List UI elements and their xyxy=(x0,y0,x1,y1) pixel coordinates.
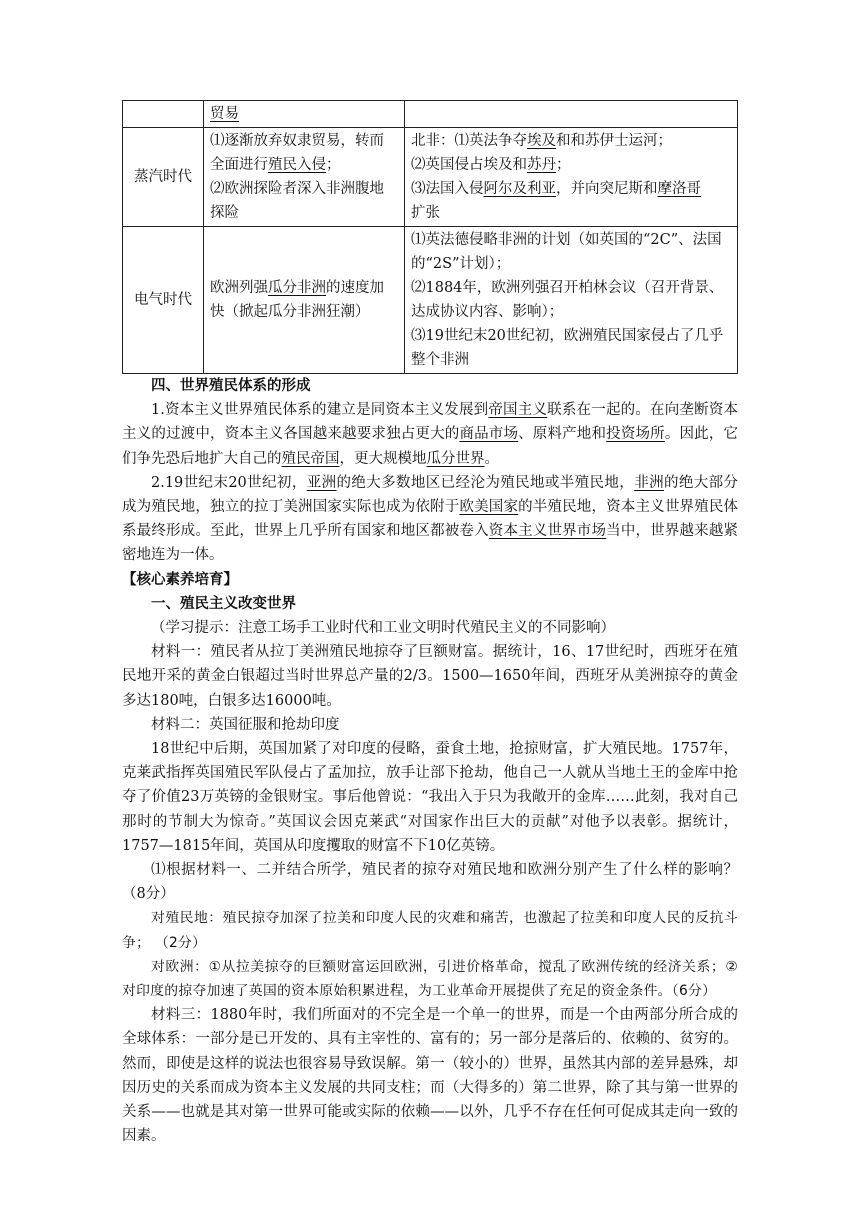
paragraph: 1.资本主义世界殖民体系的建立是同资本主义发展到帝国主义联系在一起的。在向垄断资本主义的过渡中，资本主义各国越来越要求独占更大的商品市场、原料产地和投资场所。因此，它们争先恐后地扩大自己的殖民帝国，更大规模地瓜分世界。 xyxy=(122,402,739,467)
table-cell-empty xyxy=(405,101,738,128)
electric-europe-cell: 欧洲列强瓜分非洲的速度加快（掀起瓜分非洲狂潮） xyxy=(204,227,405,374)
material-two-title: 材料二：英国征服和抢劫印度 xyxy=(151,716,340,733)
era-label-electric: 电气时代 xyxy=(123,227,204,374)
paragraph: 2.19世纪末20世纪初，亚洲的绝大多数地区已经沦为殖民地或半殖民地，非洲的绝大部分成为殖民地，独立的拉丁美洲国家实际也成为依附于欧美国家的半殖民地，资本主义世界殖民体系最终形成。至此，世界上几乎所有国家和地区都被卷入资本主义世界市场当中，世界越来越紧密地连为一体。 xyxy=(122,474,739,564)
body-text xyxy=(122,374,738,1149)
answer-colony: 对殖民地：殖民掠夺加深了拉美和印度人民的灾难和痛苦，也激起了拉美和印度人民的反抗斗争； （2分） xyxy=(122,910,738,951)
core-heading: 【核心素养培育】 xyxy=(122,570,238,588)
table-row xyxy=(123,101,738,128)
era-label-steam: 蒸汽时代 xyxy=(123,128,204,227)
section-title: 四、世界殖民体系的形成 xyxy=(151,377,311,394)
material-two: 18世纪中后期，英国加紧了对印度的侵略，蚕食土地，抢掠财富，扩大殖民地。1757年，克莱武指挥英国殖民军队侵占了孟加拉，放手让部下抢劫，他自己一人就从当地土王的金库中抢夺了价值23万英镑的金银财宝。事后他曾说：“我出入于只为我敞开的金库……此刻，我对自己那时的节制大为惊奇。”英国议会因克莱武“对国家作出巨大的贡献”对他予以表彰。据统计，1757—1815年间，英国从印度攫取的财富不下10亿英镑。 xyxy=(122,741,738,854)
question-one: ⑴根据材料一、二并结合所学，殖民者的掠夺对殖民地和欧洲分别产生了什么样的影响？（8分） xyxy=(122,862,738,903)
material-three: 材料三：1880年时，我们所面对的不完全是一个单一的世界，而是一个由两部分所合成的全球体系：一部分是已开发的、具有主宰性的、富有的；另一部分是落后的、依赖的、贫穷的。然而，即使是这样的说法也很容易导致误解。第一（较小的）世界，虽然其内部的差异悬殊，却因历史的关系而成为资本主义发展的共同支柱；而（大得多的）第二世界，除了其与第一世界的关系——也就是其对第一世界可能或实际的依赖——以外，几乎不存在任何可促成其走向一致的因素。 xyxy=(122,1007,738,1145)
study-tip: （学习提示：注意工场手工业时代和工业文明时代殖民主义的不同影响） xyxy=(151,620,615,637)
colonial-africa-table xyxy=(122,100,738,374)
table-cell-era xyxy=(123,101,204,128)
table-row-electric xyxy=(123,227,738,374)
steam-africa-cell: 北非：⑴英法争夺埃及和和苏伊士运河； ⑵英国侵占埃及和苏丹； ⑶法国入侵阿尔及利亚，并向突尼斯和摩洛哥 扩张 xyxy=(405,128,738,227)
electric-africa-cell: ⑴英法德侵略非洲的计划（如英国的“2C”、法国的“2S”计划）； ⑵1884年，欧洲列强召开柏林会议（召开背景、达成协议内容、影响）； ⑶19世纪末20世纪初，欧洲殖民国家侵占了几乎整个非洲 xyxy=(405,227,738,374)
subsection-title: 一、殖民主义改变世界 xyxy=(151,594,296,612)
material-one: 材料一：殖民者从拉丁美洲殖民地掠夺了巨额财富。据统计，16、17世纪时，西班牙在殖民地开采的黄金白银超过当时世界总产量的2/3。1500—1650年间，西班牙从美洲掠夺的黄金多达180吨，白银多达16000吨。 xyxy=(122,644,738,709)
document-page xyxy=(122,100,738,1149)
answer-europe: 对欧洲：①从拉美掠夺的巨额财富运回欧洲，引进价格革命，搅乱了欧洲传统的经济关系；②对印度的掠夺加速了英国的资本原始积累进程，为工业革命开展提供了充足的资金条件。（6分） xyxy=(122,958,738,1000)
table-row-steam xyxy=(123,128,738,227)
steam-europe-cell: ⑴逐渐放弃奴隶贸易，转而全面进行殖民入侵； ⑵欧洲探险者深入非洲腹地探险 xyxy=(204,128,405,227)
table-cell-trade: 贸易 xyxy=(204,101,405,128)
